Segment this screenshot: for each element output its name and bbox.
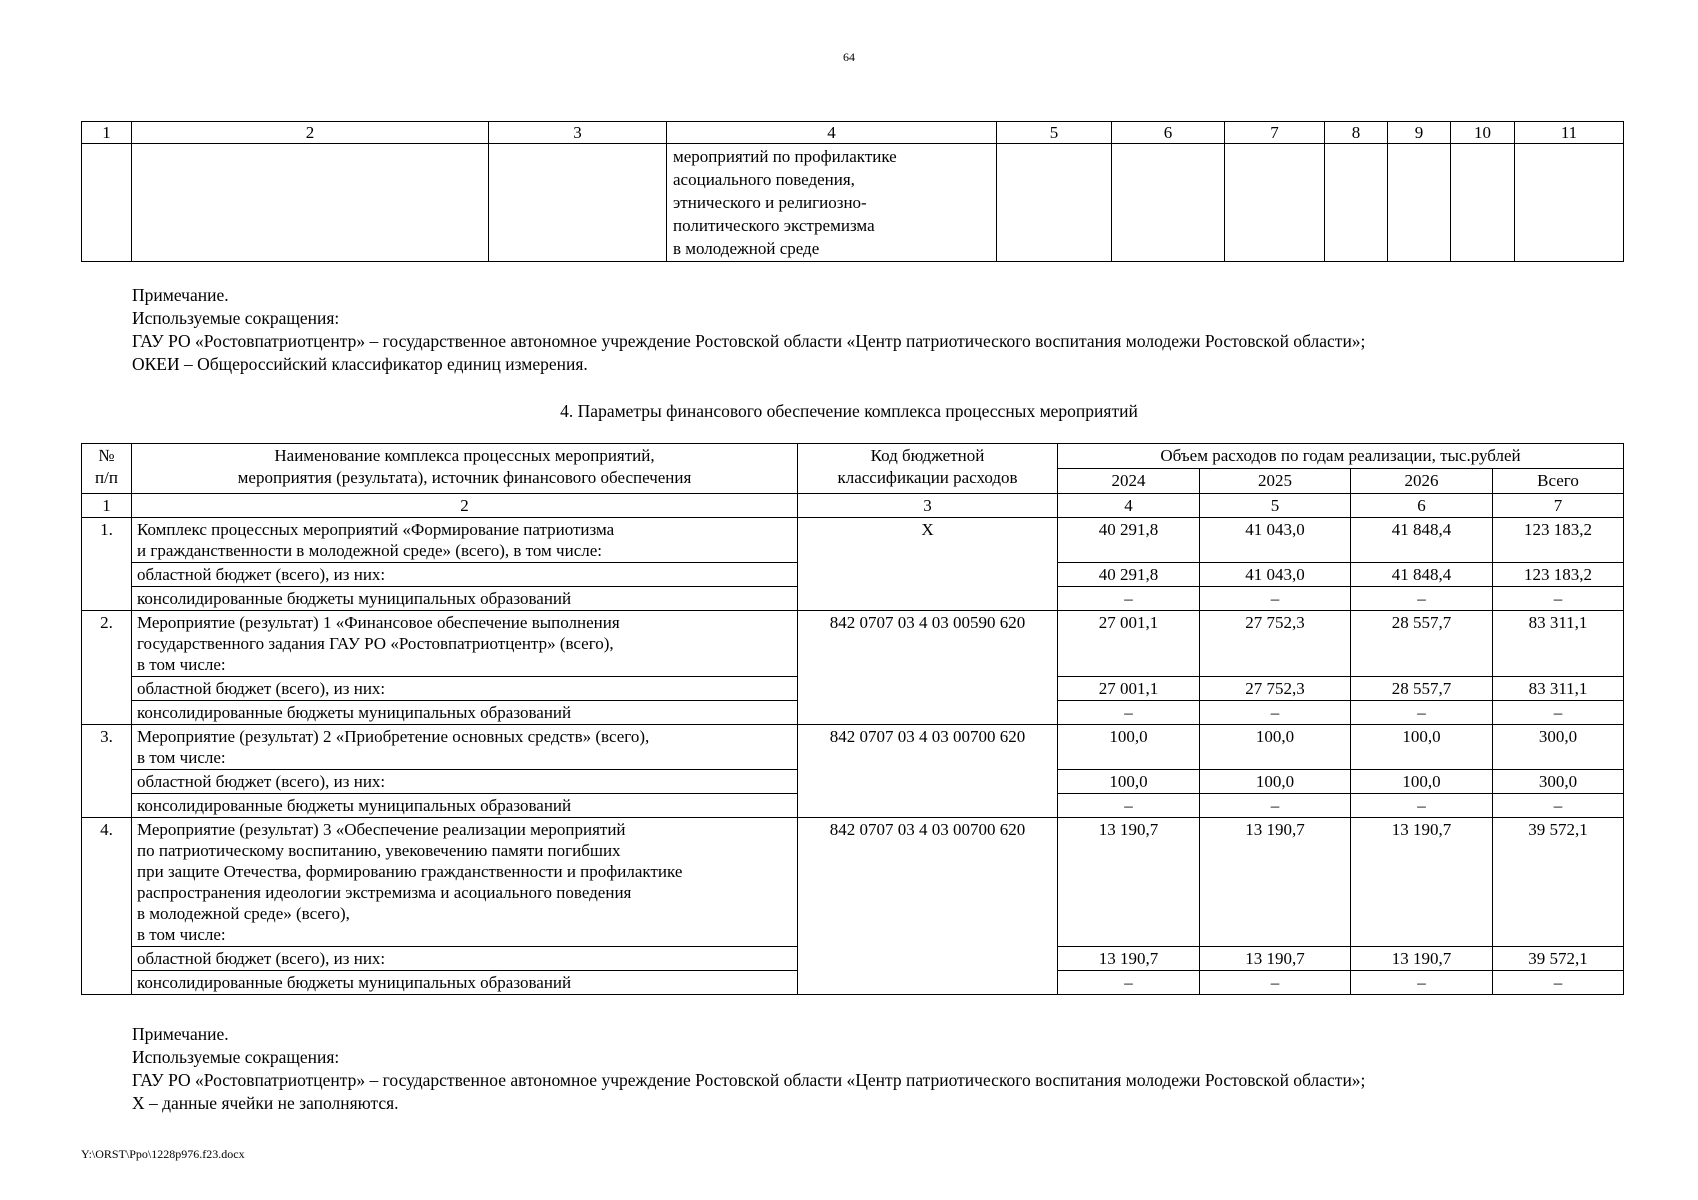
- note-title: Примечание.: [132, 1024, 229, 1044]
- continuation-header-row: [82, 122, 1624, 144]
- column-number: 5: [1200, 494, 1351, 518]
- value-total: 300,0: [1493, 725, 1624, 770]
- value-2025: –: [1200, 701, 1351, 725]
- note-subtitle: Используемые сокращения:: [132, 308, 340, 328]
- value-2026: 41 848,4: [1351, 563, 1493, 587]
- value-total: –: [1493, 794, 1624, 818]
- value-total: 300,0: [1493, 770, 1624, 794]
- value-2025: 41 043,0: [1200, 518, 1351, 563]
- value-2026: 28 557,7: [1351, 611, 1493, 677]
- budget-code: 842 0707 03 4 03 00590 620: [798, 611, 1058, 725]
- value-2026: –: [1351, 701, 1493, 725]
- column-number: 5: [997, 122, 1112, 144]
- row-name: областной бюджет (всего), из них:: [132, 947, 798, 971]
- note-subtitle: Используемые сокращения:: [132, 1047, 340, 1067]
- value-2025: 100,0: [1200, 770, 1351, 794]
- value-2025: 27 752,3: [1200, 611, 1351, 677]
- value-total: 123 183,2: [1493, 518, 1624, 563]
- value-2025: –: [1200, 794, 1351, 818]
- value-2025: 27 752,3: [1200, 677, 1351, 701]
- column-number: 11: [1515, 122, 1624, 144]
- column-number: 7: [1225, 122, 1325, 144]
- column-number: 7: [1493, 494, 1624, 518]
- value-2024: 100,0: [1058, 725, 1200, 770]
- note-line: ГАУ РО «Ростовпатриотцентр» – государственное автономное учреждение Ростовской области «Центр патриотического воспитания молодежи Ростовской области»;: [132, 1070, 1366, 1090]
- value-2024: –: [1058, 971, 1200, 995]
- row-name: областной бюджет (всего), из них:: [132, 563, 798, 587]
- note-line: Х – данные ячейки не заполняются.: [132, 1093, 399, 1113]
- row-name: консолидированные бюджеты муниципальных образований: [132, 971, 798, 995]
- value-2025: –: [1200, 971, 1351, 995]
- value-2024: 40 291,8: [1058, 518, 1200, 563]
- note-line: ГАУ РО «Ростовпатриотцентр» – государственное автономное учреждение Ростовской области «Центр патриотического воспитания молодежи Ростовской области»;: [132, 331, 1366, 351]
- value-2024: –: [1058, 701, 1200, 725]
- value-2026: 13 190,7: [1351, 818, 1493, 947]
- value-total: 83 311,1: [1493, 611, 1624, 677]
- row-name: Мероприятие (результат) 1 «Финансовое обеспечение выполнения государственного задания ГАУ РО «Ростовпатриотцентр» (всего), в том числе:: [132, 611, 798, 677]
- note-title: Примечание.: [132, 285, 229, 305]
- value-2025: –: [1200, 587, 1351, 611]
- row-name: Мероприятие (результат) 3 «Обеспечение реализации мероприятий по патриотическому воспитанию, увековечению памяти погибших при защите Отечества, формированию гражданственности и профилактике распространения идеологии экстремизма и асоциального поведения в молодежной среде» (всего), в том числе:: [132, 818, 798, 947]
- column-numbers-row: [82, 494, 1624, 518]
- page-number: 64: [843, 50, 855, 64]
- table-row: [82, 518, 1624, 563]
- value-2026: 41 848,4: [1351, 518, 1493, 563]
- header-year: 2024: [1058, 469, 1200, 494]
- column-number: 6: [1351, 494, 1493, 518]
- value-total: 39 572,1: [1493, 947, 1624, 971]
- row-name: Комплекс процессных мероприятий «Формирование патриотизма и гражданственности в молодежной среде» (всего), в том числе:: [132, 518, 798, 563]
- budget-code: X: [798, 518, 1058, 611]
- value-2026: –: [1351, 587, 1493, 611]
- row-name: консолидированные бюджеты муниципальных образований: [132, 701, 798, 725]
- value-total: 39 572,1: [1493, 818, 1624, 947]
- value-2024: –: [1058, 587, 1200, 611]
- value-2025: 41 043,0: [1200, 563, 1351, 587]
- value-2024: 100,0: [1058, 770, 1200, 794]
- table-row: [82, 725, 1624, 770]
- table-row: [82, 611, 1624, 677]
- value-2024: 27 001,1: [1058, 611, 1200, 677]
- table-row: [82, 818, 1624, 947]
- table-header-row: [82, 444, 1624, 469]
- value-2025: 13 190,7: [1200, 818, 1351, 947]
- value-total: 83 311,1: [1493, 677, 1624, 701]
- value-2024: 13 190,7: [1058, 818, 1200, 947]
- value-2025: 100,0: [1200, 725, 1351, 770]
- column-number: 9: [1388, 122, 1451, 144]
- budget-code: 842 0707 03 4 03 00700 620: [798, 725, 1058, 818]
- note-block: [132, 284, 1365, 376]
- column-number: 3: [798, 494, 1058, 518]
- footer-file-path: Y:\ORST\Ppo\1228p976.f23.docx: [81, 1147, 245, 1161]
- column-number: 4: [1058, 494, 1200, 518]
- value-2026: –: [1351, 794, 1493, 818]
- value-total: –: [1493, 971, 1624, 995]
- column-number: 6: [1112, 122, 1225, 144]
- row-name: областной бюджет (всего), из них:: [132, 770, 798, 794]
- value-2026: 28 557,7: [1351, 677, 1493, 701]
- value-2024: 40 291,8: [1058, 563, 1200, 587]
- column-number: 10: [1451, 122, 1515, 144]
- value-2024: 13 190,7: [1058, 947, 1200, 971]
- row-name: областной бюджет (всего), из них:: [132, 677, 798, 701]
- value-total: 123 183,2: [1493, 563, 1624, 587]
- row-name: консолидированные бюджеты муниципальных образований: [132, 794, 798, 818]
- finance-table: [81, 443, 1624, 995]
- column-number: 4: [667, 122, 997, 144]
- table-row: [82, 144, 1624, 262]
- column-number: 1: [82, 122, 132, 144]
- value-total: –: [1493, 701, 1624, 725]
- value-2025: 13 190,7: [1200, 947, 1351, 971]
- column-number: 2: [132, 122, 489, 144]
- value-2024: –: [1058, 794, 1200, 818]
- value-2026: –: [1351, 971, 1493, 995]
- value-2026: 100,0: [1351, 725, 1493, 770]
- column-number: 3: [489, 122, 667, 144]
- section-title: 4. Параметры финансового обеспечение комплекса процессных мероприятий: [560, 401, 1138, 421]
- column-number: 1: [82, 494, 132, 518]
- row-number: 1.: [82, 518, 132, 611]
- header-code: Код бюджетной классификации расходов: [798, 444, 1058, 494]
- value-2024: 27 001,1: [1058, 677, 1200, 701]
- value-2026: 100,0: [1351, 770, 1493, 794]
- continuation-table: [81, 121, 1624, 262]
- header-num: № п/п: [82, 444, 132, 494]
- column-number: 8: [1325, 122, 1388, 144]
- row-name: Мероприятие (результат) 2 «Приобретение основных средств» (всего), в том числе:: [132, 725, 798, 770]
- header-volume: Объем расходов по годам реализации, тыс.рублей: [1058, 444, 1624, 469]
- budget-code: 842 0707 03 4 03 00700 620: [798, 818, 1058, 995]
- header-name: Наименование комплекса процессных мероприятий, мероприятия (результата), источник финансового обеспечения: [132, 444, 798, 494]
- row-number: 2.: [82, 611, 132, 725]
- value-2026: 13 190,7: [1351, 947, 1493, 971]
- row-number: 3.: [82, 725, 132, 818]
- note-block: [132, 1023, 1365, 1115]
- row-number: 4.: [82, 818, 132, 995]
- header-total: Всего: [1493, 469, 1624, 494]
- value-total: –: [1493, 587, 1624, 611]
- table-cell-text: мероприятий по профилактике асоциального поведения, этнического и религиозно- политического экстремизма в молодежной среде: [667, 144, 997, 262]
- column-number: 2: [132, 494, 798, 518]
- note-line: ОКЕИ – Общероссийский классификатор единиц измерения.: [132, 354, 588, 374]
- row-name: консолидированные бюджеты муниципальных образований: [132, 587, 798, 611]
- header-year: 2026: [1351, 469, 1493, 494]
- header-year: 2025: [1200, 469, 1351, 494]
